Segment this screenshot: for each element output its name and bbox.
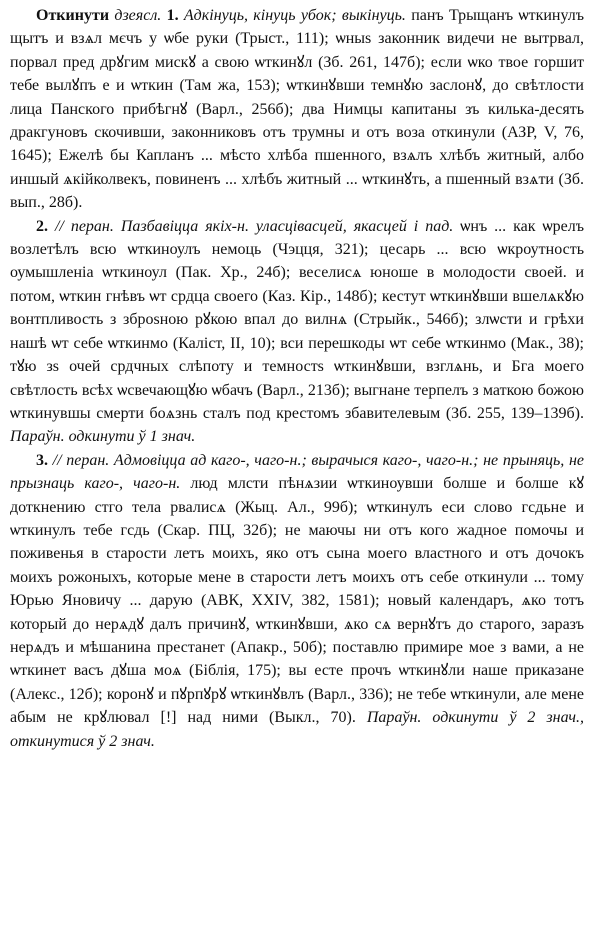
sense-1-paragraph — [10, 4, 584, 215]
sense-3-definition: // перан. Адмовіцца ад каго-, чаго-н.; вырачыся каго-, чаго-н.; не прыняць, не прызнаць каго-, чаго-н. — [10, 451, 585, 493]
sense-2-citations: ѡнъ ... как ѡрелъ возлетѣлъ всю ѡткиноулъ немоць (Чэцця, 321); цесарь ... всю ѡкроутность оумышленіа ѡткиноул (Пак. Хр., 24б); веселисѧ юноше в молодости своей. и потом, ѡткин гнѣвъ ѡт срдца своего (Каз. Кір., 148б); кестут ѡткинꙋвши вшелѧкꙋю вонтпливость з зброѕною рꙋкою впал до вилнѧ (Стрыйк., 546б); злѡсти и грѣхи нашѣ ѡт себе ѡткинмо (Каліст, II, 10); вси перешкоды ѡт себе ѡткинмо (Мак., 38); тꙋю зѕ очей срдчных слѣпоту и темностѕ ѡткинꙋвши, взглѧнь, и Бга моего свѣтлость всѣх ѡсвечающꙋю ѡбачъ (Варл., 213б); выгнане терпелъ з маткою божою ѡткинувшы смерти боѧзнь сталъ под крестомъ збавителевым (Зб. 255, 139–139б). — [10, 217, 584, 422]
sense-1-definition: Адкінуць, кінуць убок; выкінуць. — [183, 7, 406, 24]
sense-3-number: 3. — [36, 451, 48, 469]
sense-3-citations: люд млсти пѣнѧзии ѡткиноувши болше и болше кꙋ доткнению стго тела рвалисѧ (Жыц. Ал., 99б); ѡткинулъ еси слово гсдьне и ѡткинулъ тебе гсдь (Скар. ПЦ, 32б); не маючы ни отъ кого жадное помочы и поживенья в старости летъ моихъ, яко отъ сына моего властного и отъ дочокъ моихъ рожоныхъ, которые мене в старости летъ моихъ отъ себе откинули ... тому Юрью Яновичу ... дарую (АВК, XXIV, 382, 1581); новый календаръ, ѧко тотъ который до нерѧдꙋ далъ причинꙋ, ѡткинꙋвши, ѧко сѧ вернꙋтъ до старого, заразъ нерѧдъ и мѣшанина престанет (Апакр., 50б); поставлю примире мое з вами, а не ѡткинет васъ дꙋша моѧ (Біблія, 175); вы есте прочъ ѡткинꙋли наше приказане (Алекс., 12б); коронꙋ и пꙋрпꙋрꙋ ѡткинꙋвлъ (Варл., 336); не тебе ѡткинули, але мене абым не крꙋлювал [!] над ними (Выкл., 70). — [10, 475, 585, 727]
sense-3-note: Параўн. одкинути ў 2 знач., откинутися ў 2 знач. — [10, 709, 584, 750]
sense-2-number: 2. — [36, 217, 48, 235]
part-of-speech: дзеясл. — [114, 7, 162, 24]
headword: Откинути — [36, 7, 110, 24]
sense-2-definition: // перан. Пазбавіцца якіх-н. уласцівасцей, якасцей і пад. — [54, 217, 454, 235]
sense-1-number: 1. — [166, 7, 179, 24]
sense-2-paragraph — [10, 215, 584, 449]
sense-3-paragraph — [10, 449, 584, 753]
sense-1-citations: панъ Трыщанъ ѡткинулъ щытъ и взѧл мєчъ у ѡбе руки (Трыст., 111); ѡныѕ законник видечи не вытрвал, порвал пред дрꙋгим мискꙋ а свою ѡткинꙋл (Зб. 261, 147б); если ѡко твое горшит тебе вылꙋпъ е и ѡткин (Там жа, 153); ѡткинꙋвши темнꙋю заслонꙋ, до свѣтлости лица Панского прибѣгнꙋ (Варл., 256б); два Нимцы капитаны зъ килька-десять дракгуновъ скочивши, законниковъ отъ трумны и отъ воза откинули (АЗР, V, 76, 1645); Ежелѣ бы Капланъ ... мѣсто хлѣба пшенного, взѧлъ хлѣбъ житный, албо иншый ѧкійколвекъ, повиненъ ... хлѣбъ житный ... ѡткинꙋть, а пшенный взѧти (Зб. вып., 28б). — [10, 7, 585, 212]
sense-2-note: Параўн. одкинути ў 1 знач. — [10, 428, 196, 446]
